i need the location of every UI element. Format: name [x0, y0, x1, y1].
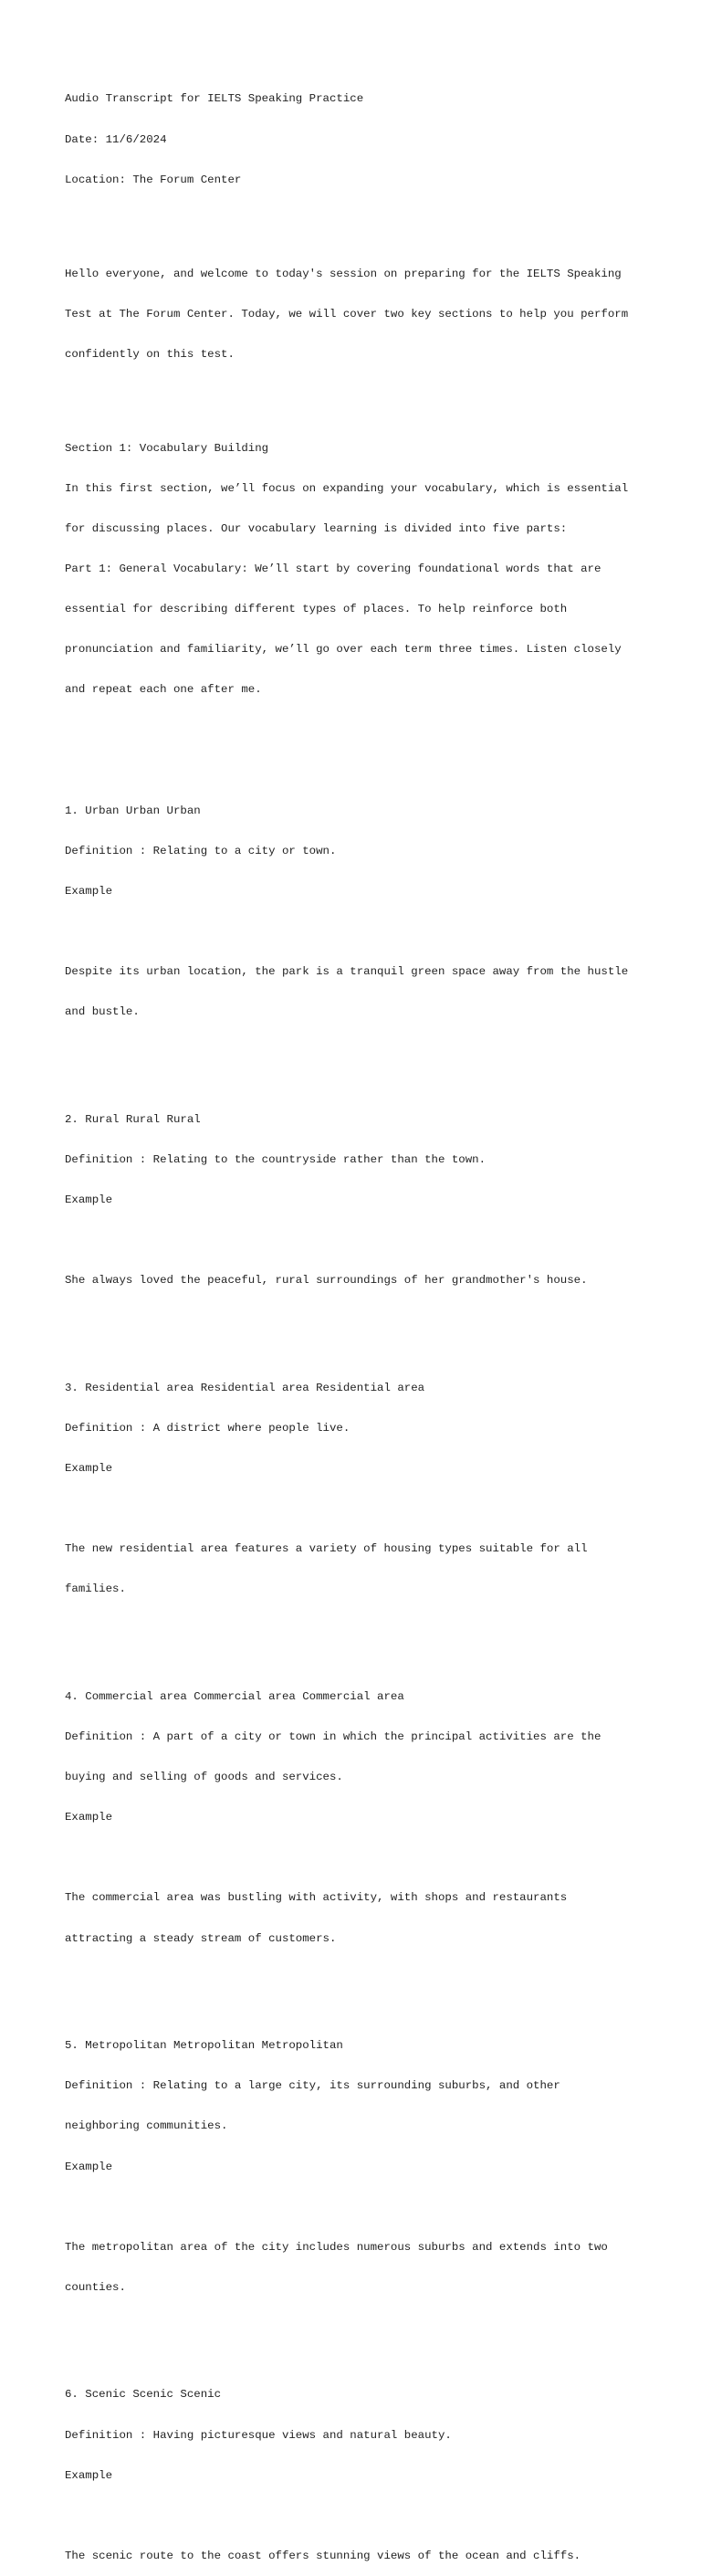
example-label: Example — [65, 1462, 113, 1476]
example-label: Example — [65, 2468, 113, 2482]
intro-line: confidently on this test. — [65, 347, 235, 361]
term-heading: 1. Urban Urban Urban — [65, 804, 201, 817]
example-sentence: counties. — [65, 2280, 126, 2294]
term-definition: Definition : Relating to the countryside rather than the town. — [65, 1152, 487, 1166]
term-heading: 5. Metropolitan Metropolitan Metropolitan — [65, 2039, 343, 2053]
section-line: and repeat each one after me. — [65, 683, 262, 697]
term-heading: 4. Commercial area Commercial area Commercial area — [65, 1689, 404, 1703]
spacer — [65, 2509, 667, 2523]
example-sentence: She always loved the peaceful, rural surroundings of her grandmother's house. — [65, 1274, 588, 1288]
spacer — [65, 925, 667, 939]
example-label: Example — [65, 2160, 113, 2173]
document-date: Date: 11/6/2024 — [65, 132, 167, 146]
example-sentence: families. — [65, 1582, 126, 1596]
example-sentence: and bustle. — [65, 1005, 140, 1019]
term-definition: neighboring communities. — [65, 2119, 228, 2133]
spacer — [65, 1234, 667, 1247]
document-page — [65, 66, 667, 2576]
spacer — [65, 1046, 667, 1059]
document-location: Location: The Forum Center — [65, 173, 242, 186]
term-definition: Definition : A part of a city or town in which the principal activities are the — [65, 1730, 602, 1744]
section-line: for discussing places. Our vocabulary learning is divided into five parts: — [65, 521, 568, 535]
term-definition: buying and selling of goods and services. — [65, 1771, 343, 1784]
spacer — [65, 1502, 667, 1516]
term-heading: 2. Rural Rural Rural — [65, 1112, 201, 1126]
term-definition: Definition : Relating to a large city, its surrounding suburbs, and other — [65, 2079, 560, 2093]
spacer — [65, 723, 667, 750]
example-sentence: The metropolitan area of the city includes numerous suburbs and extends into two — [65, 2240, 608, 2254]
term-definition: Definition : A district where people live. — [65, 1421, 350, 1435]
spacer — [65, 1851, 667, 1865]
example-sentence: The new residential area features a variety of housing types suitable for all — [65, 1542, 588, 1556]
document-title: Audio Transcript for IELTS Speaking Practice — [65, 92, 364, 106]
example-sentence: attracting a steady stream of customers. — [65, 1931, 337, 1945]
section-line: essential for describing different types of places. To help reinforce both — [65, 603, 568, 616]
spacer — [65, 214, 667, 227]
spacer — [65, 1623, 667, 1636]
section-line: pronunciation and familiarity, we’ll go over each term three times. Listen closely — [65, 643, 622, 657]
term-definition: Definition : Having picturesque views and natural beauty. — [65, 2428, 452, 2442]
example-sentence: The commercial area was bustling with activity, with shops and restaurants — [65, 1891, 568, 1905]
example-sentence: The scenic route to the coast offers stunning views of the ocean and cliffs. — [65, 2549, 581, 2562]
section-line: In this first section, we’ll focus on expanding your vocabulary, which is essential — [65, 481, 629, 495]
example-label: Example — [65, 1193, 113, 1206]
term-heading: 6. Scenic Scenic Scenic — [65, 2388, 222, 2402]
example-sentence: Despite its urban location, the park is a tranquil green space away from the hustle — [65, 965, 629, 979]
intro-line: Hello everyone, and welcome to today's session on preparing for the IELTS Speaking — [65, 267, 622, 280]
section-line: Part 1: General Vocabulary: We’ll start by covering foundational words that are — [65, 562, 602, 575]
spacer — [65, 1314, 667, 1328]
spacer — [65, 388, 667, 402]
spacer — [65, 1972, 667, 1986]
example-label: Example — [65, 1811, 113, 1824]
spacer — [65, 2201, 667, 2214]
term-heading: 3. Residential area Residential area Residential area — [65, 1381, 425, 1394]
intro-line: Test at The Forum Center. Today, we will cover two key sections to help you perform — [65, 307, 629, 321]
example-label: Example — [65, 884, 113, 898]
term-definition: Definition : Relating to a city or town. — [65, 844, 337, 857]
section-heading: Section 1: Vocabulary Building — [65, 441, 269, 455]
spacer — [65, 2321, 667, 2335]
